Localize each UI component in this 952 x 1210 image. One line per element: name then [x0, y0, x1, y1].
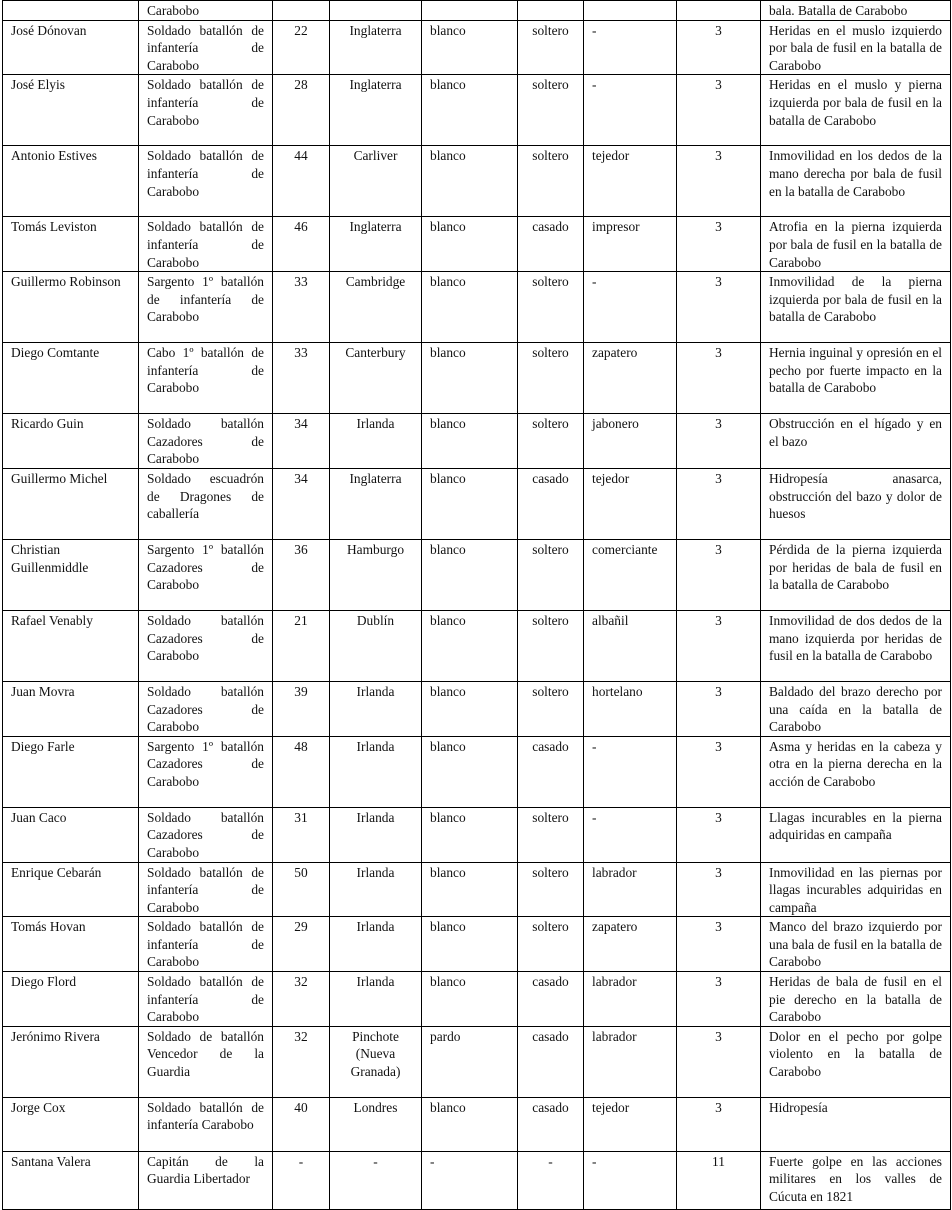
injury-cell: Inmovilidad de la pierna izquierda por bala de fusil en la batalla de Carabobo	[761, 272, 951, 343]
name-cell: Juan Caco	[3, 807, 139, 862]
table-row	[3, 681, 951, 736]
unit-cell: Soldado batallón Cazadores de Carabobo	[139, 807, 273, 862]
name-cell: Diego Farle	[3, 736, 139, 807]
injury-cell: Baldado del brazo derecho por una caída en la batalla de Carabobo	[761, 681, 951, 736]
origin-cell: Irlanda	[330, 917, 422, 972]
age-cell: 32	[273, 972, 330, 1027]
years-cell: 3	[677, 736, 761, 807]
age-cell: 34	[273, 414, 330, 469]
status-cell: casado	[518, 972, 584, 1027]
race-cell: blanco	[422, 736, 518, 807]
injury-cell: Asma y heridas en la cabeza y otra en la pierna derecha en la acción de Carabobo	[761, 736, 951, 807]
name-cell: Christian Guillenmiddle	[3, 539, 139, 610]
profession-cell: comerciante	[584, 539, 677, 610]
age-cell: 33	[273, 343, 330, 414]
injury-cell: Hidropesía	[761, 1097, 951, 1151]
unit-cell: Soldado batallón de infantería de Carabobo	[139, 862, 273, 917]
origin-cell: Irlanda	[330, 414, 422, 469]
profession-cell: tejedor	[584, 468, 677, 539]
profession-cell: -	[584, 807, 677, 862]
profession-cell: -	[584, 272, 677, 343]
unit-cell: Sargento 1º batallón de infantería de Carabobo	[139, 272, 273, 343]
race-cell	[422, 1, 518, 21]
name-cell: Tomás Hovan	[3, 917, 139, 972]
status-cell: soltero	[518, 917, 584, 972]
profession-cell: tejedor	[584, 146, 677, 217]
injury-cell: Heridas en el muslo y pierna izquierda por bala de fusil en la batalla de Carabobo	[761, 75, 951, 146]
profession-cell: albañil	[584, 610, 677, 681]
origin-cell: Canterbury	[330, 343, 422, 414]
age-cell: 21	[273, 610, 330, 681]
table-row	[3, 807, 951, 862]
injury-cell: Llagas incurables en la pierna adquiridas en campaña	[761, 807, 951, 862]
age-cell: 22	[273, 20, 330, 75]
status-cell: casado	[518, 468, 584, 539]
injury-cell: Fuerte golpe en las acciones militares en los valles de Cúcuta en 1821	[761, 1151, 951, 1209]
table-row	[3, 1026, 951, 1097]
profession-cell: labrador	[584, 972, 677, 1027]
unit-cell: Soldado batallón de infantería de Carabobo	[139, 20, 273, 75]
years-cell: 3	[677, 972, 761, 1027]
race-cell: blanco	[422, 610, 518, 681]
status-cell: soltero	[518, 343, 584, 414]
name-cell: Diego Flord	[3, 972, 139, 1027]
table-row	[3, 468, 951, 539]
unit-cell: Soldado de batallón Vencedor de la Guardia	[139, 1026, 273, 1097]
race-cell: blanco	[422, 272, 518, 343]
years-cell: 11	[677, 1151, 761, 1209]
table-row	[3, 539, 951, 610]
table-row	[3, 736, 951, 807]
injury-cell: Manco del brazo izquierdo por una bala de fusil en la batalla de Carabobo	[761, 917, 951, 972]
name-cell: Jerónimo Rivera	[3, 1026, 139, 1097]
years-cell: 3	[677, 862, 761, 917]
age-cell: 50	[273, 862, 330, 917]
unit-cell: Capitán de la Guardia Libertador	[139, 1151, 273, 1209]
status-cell	[518, 1, 584, 21]
years-cell: 3	[677, 610, 761, 681]
years-cell: 3	[677, 343, 761, 414]
years-cell: 3	[677, 20, 761, 75]
profession-cell: jabonero	[584, 414, 677, 469]
unit-cell: Soldado batallón de infantería de Carabobo	[139, 217, 273, 272]
race-cell: blanco	[422, 539, 518, 610]
origin-cell: Irlanda	[330, 807, 422, 862]
age-cell: 33	[273, 272, 330, 343]
origin-cell: Carliver	[330, 146, 422, 217]
race-cell: blanco	[422, 414, 518, 469]
race-cell: blanco	[422, 917, 518, 972]
injury-cell: Heridas de bala de fusil en el pie derecho en la batalla de Carabobo	[761, 972, 951, 1027]
name-cell: Ricardo Guin	[3, 414, 139, 469]
table-row-continued	[3, 1, 951, 21]
table-row	[3, 217, 951, 272]
years-cell: 3	[677, 468, 761, 539]
injury-cell: Hernia inguinal y opresión en el pecho por fuerte impacto en la batalla de Carabobo	[761, 343, 951, 414]
origin-cell: Irlanda	[330, 862, 422, 917]
years-cell: 3	[677, 146, 761, 217]
race-cell: pardo	[422, 1026, 518, 1097]
status-cell: casado	[518, 1097, 584, 1151]
unit-cell: Sargento 1º batallón Cazadores de Carabobo	[139, 539, 273, 610]
table-row	[3, 610, 951, 681]
years-cell	[677, 1, 761, 21]
origin-cell: Cambridge	[330, 272, 422, 343]
race-cell: blanco	[422, 146, 518, 217]
race-cell: blanco	[422, 862, 518, 917]
injury-cell: Inmovilidad en los dedos de la mano derecha por bala de fusil en la batalla de Carabobo	[761, 146, 951, 217]
race-cell: blanco	[422, 75, 518, 146]
injury-cell: Dolor en el pecho por golpe violento en la batalla de Carabobo	[761, 1026, 951, 1097]
age-cell: 39	[273, 681, 330, 736]
unit-cell: Soldado batallón de infantería Carabobo	[139, 1097, 273, 1151]
name-cell: José Elyis	[3, 75, 139, 146]
race-cell: blanco	[422, 972, 518, 1027]
origin-cell: Inglaterra	[330, 468, 422, 539]
unit-cell: Sargento 1º batallón Cazadores de Carabobo	[139, 736, 273, 807]
name-cell: Diego Comtante	[3, 343, 139, 414]
origin-cell: Irlanda	[330, 736, 422, 807]
unit-cell: Soldado batallón de infantería de Carabobo	[139, 75, 273, 146]
profession-cell: -	[584, 736, 677, 807]
race-cell: blanco	[422, 807, 518, 862]
years-cell: 3	[677, 1097, 761, 1151]
origin-cell: Inglaterra	[330, 217, 422, 272]
table-row	[3, 1151, 951, 1209]
status-cell: casado	[518, 736, 584, 807]
name-cell: Antonio Estives	[3, 146, 139, 217]
profession-cell: zapatero	[584, 917, 677, 972]
name-cell: Guillermo Robinson	[3, 272, 139, 343]
profession-cell: tejedor	[584, 1097, 677, 1151]
profession-cell: -	[584, 1151, 677, 1209]
profession-cell: impresor	[584, 217, 677, 272]
name-cell: Tomás Leviston	[3, 217, 139, 272]
injury-cell: Heridas en el muslo izquierdo por bala de fusil en la batalla de Carabobo	[761, 20, 951, 75]
status-cell: soltero	[518, 146, 584, 217]
race-cell: blanco	[422, 681, 518, 736]
race-cell: -	[422, 1151, 518, 1209]
years-cell: 3	[677, 414, 761, 469]
table-row	[3, 414, 951, 469]
name-cell: Juan Movra	[3, 681, 139, 736]
name-cell: José Dónovan	[3, 20, 139, 75]
age-cell: 29	[273, 917, 330, 972]
age-cell: 36	[273, 539, 330, 610]
profession-cell: hortelano	[584, 681, 677, 736]
table-body	[3, 1, 951, 1210]
table-row	[3, 343, 951, 414]
table-row	[3, 20, 951, 75]
table-row	[3, 75, 951, 146]
status-cell: soltero	[518, 414, 584, 469]
name-cell: Guillermo Michel	[3, 468, 139, 539]
race-cell: blanco	[422, 343, 518, 414]
veterans-table	[2, 0, 951, 1210]
profession-cell: labrador	[584, 1026, 677, 1097]
status-cell: soltero	[518, 807, 584, 862]
unit-cell: Soldado batallón Cazadores de Carabobo	[139, 610, 273, 681]
status-cell: soltero	[518, 20, 584, 75]
origin-cell: Irlanda	[330, 972, 422, 1027]
name-cell: Santana Valera	[3, 1151, 139, 1209]
race-cell: blanco	[422, 20, 518, 75]
status-cell: soltero	[518, 75, 584, 146]
unit-cell: Carabobo	[139, 1, 273, 21]
name-cell: Jorge Cox	[3, 1097, 139, 1151]
years-cell: 3	[677, 75, 761, 146]
injury-cell: Inmovilidad en las piernas por llagas incurables adquiridas en campaña	[761, 862, 951, 917]
status-cell: soltero	[518, 272, 584, 343]
age-cell: 44	[273, 146, 330, 217]
profession-cell: -	[584, 75, 677, 146]
table-row	[3, 1097, 951, 1151]
name-cell: Enrique Cebarán	[3, 862, 139, 917]
age-cell: 48	[273, 736, 330, 807]
origin-cell: Inglaterra	[330, 20, 422, 75]
injury-cell: Atrofia en la pierna izquierda por bala de fusil en la batalla de Carabobo	[761, 217, 951, 272]
years-cell: 3	[677, 681, 761, 736]
injury-cell: Obstrucción en el hígado y en el bazo	[761, 414, 951, 469]
injury-cell: Hidropesía anasarca, obstrucción del bazo y dolor de huesos	[761, 468, 951, 539]
origin-cell: Inglaterra	[330, 75, 422, 146]
table-row	[3, 972, 951, 1027]
name-cell: Rafael Venably	[3, 610, 139, 681]
origin-cell: Pinchote (Nueva Granada)	[330, 1026, 422, 1097]
origin-cell: Londres	[330, 1097, 422, 1151]
status-cell: soltero	[518, 681, 584, 736]
years-cell: 3	[677, 272, 761, 343]
age-cell: 40	[273, 1097, 330, 1151]
years-cell: 3	[677, 917, 761, 972]
race-cell: blanco	[422, 1097, 518, 1151]
origin-cell: Dublín	[330, 610, 422, 681]
years-cell: 3	[677, 217, 761, 272]
age-cell: 28	[273, 75, 330, 146]
race-cell: blanco	[422, 468, 518, 539]
status-cell: casado	[518, 217, 584, 272]
unit-cell: Cabo 1º batallón de infantería de Carabobo	[139, 343, 273, 414]
years-cell: 3	[677, 1026, 761, 1097]
profession-cell: -	[584, 20, 677, 75]
status-cell: soltero	[518, 539, 584, 610]
name-cell	[3, 1, 139, 21]
race-cell: blanco	[422, 217, 518, 272]
age-cell: -	[273, 1151, 330, 1209]
injury-cell: bala. Batalla de Carabobo	[761, 1, 951, 21]
unit-cell: Soldado batallón Cazadores de Carabobo	[139, 681, 273, 736]
age-cell: 46	[273, 217, 330, 272]
injury-cell: Inmovilidad de dos dedos de la mano izquierda por heridas de fusil en la batalla de Carabobo	[761, 610, 951, 681]
unit-cell: Soldado batallón de infantería de Carabobo	[139, 972, 273, 1027]
years-cell: 3	[677, 539, 761, 610]
table-row	[3, 862, 951, 917]
status-cell: casado	[518, 1026, 584, 1097]
unit-cell: Soldado batallón de infantería de Carabobo	[139, 146, 273, 217]
table-row	[3, 917, 951, 972]
unit-cell: Soldado batallón de infantería de Carabobo	[139, 917, 273, 972]
years-cell: 3	[677, 807, 761, 862]
status-cell: -	[518, 1151, 584, 1209]
age-cell: 32	[273, 1026, 330, 1097]
profession-cell: labrador	[584, 862, 677, 917]
origin-cell: -	[330, 1151, 422, 1209]
profession-cell	[584, 1, 677, 21]
table-row	[3, 146, 951, 217]
profession-cell: zapatero	[584, 343, 677, 414]
unit-cell: Soldado escuadrón de Dragones de caballería	[139, 468, 273, 539]
table-row	[3, 272, 951, 343]
injury-cell: Pérdida de la pierna izquierda por heridas de bala de fusil en la batalla de Carabobo	[761, 539, 951, 610]
status-cell: soltero	[518, 610, 584, 681]
status-cell: soltero	[518, 862, 584, 917]
age-cell	[273, 1, 330, 21]
age-cell: 34	[273, 468, 330, 539]
origin-cell: Hamburgo	[330, 539, 422, 610]
origin-cell	[330, 1, 422, 21]
age-cell: 31	[273, 807, 330, 862]
unit-cell: Soldado batallón Cazadores de Carabobo	[139, 414, 273, 469]
origin-cell: Irlanda	[330, 681, 422, 736]
